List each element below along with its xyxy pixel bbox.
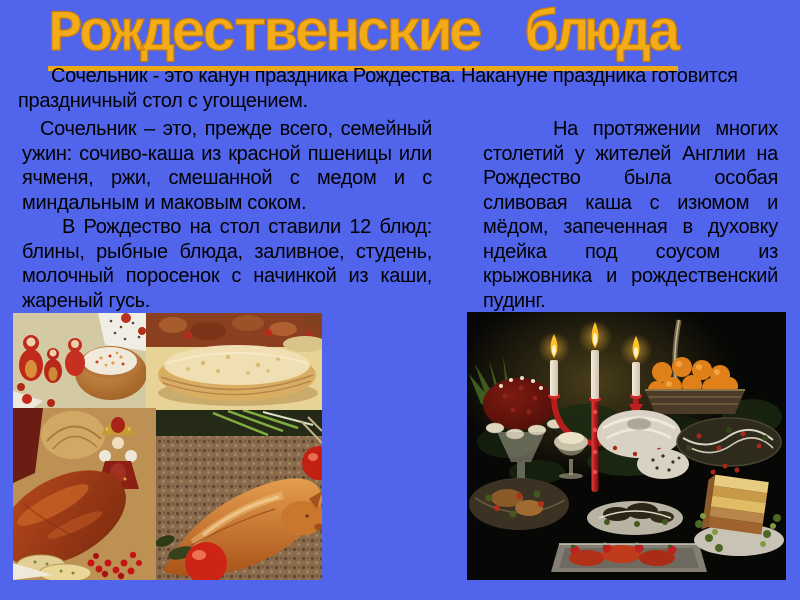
right-paragraph-1: На протяжении многих столетий у жителей Англии на Рождество была особая сливовая каша с изюмом и мёдом, запеченная в духовку ндейка под соусом из крыжовника и рождественский пудинг. [483,118,778,312]
left-paragraph-2: В Рождество на стол ставили 12 блюд: блины, рыбные блюда, заливное, студень, молочный поросенок с начинкой из каши, жареный гусь. [22,216,432,312]
slide-title-text: Рождественские блюда [48,8,678,71]
matryoshka-kutia-photo [13,313,147,408]
right-text-column [483,117,778,313]
speckled-dish [637,449,689,479]
left-text-column [22,117,432,313]
christmas-feast-image [467,312,786,580]
food-collage-image [13,313,322,580]
intro-paragraph: Сочельник - это канун праздника Рождества. Накануне праздника готовится праздничный стол с угощением. [18,65,738,112]
left-paragraph-1: Сочельник – это, прежде всего, семейный ужин: сочиво-каша из красной пшеницы или ячменя, ржи, смешанной с медом и с миндальным и маковым соком. [22,118,432,214]
suckling-pig-photo [154,410,322,580]
roast-goose-photo [13,408,156,580]
blini-stack [158,345,318,406]
center-dish [587,501,683,535]
front-tray [551,542,707,572]
front-left-platter [469,478,569,530]
slide-title [48,3,679,71]
blini-photo [146,313,322,410]
decorated-platter [677,418,781,466]
